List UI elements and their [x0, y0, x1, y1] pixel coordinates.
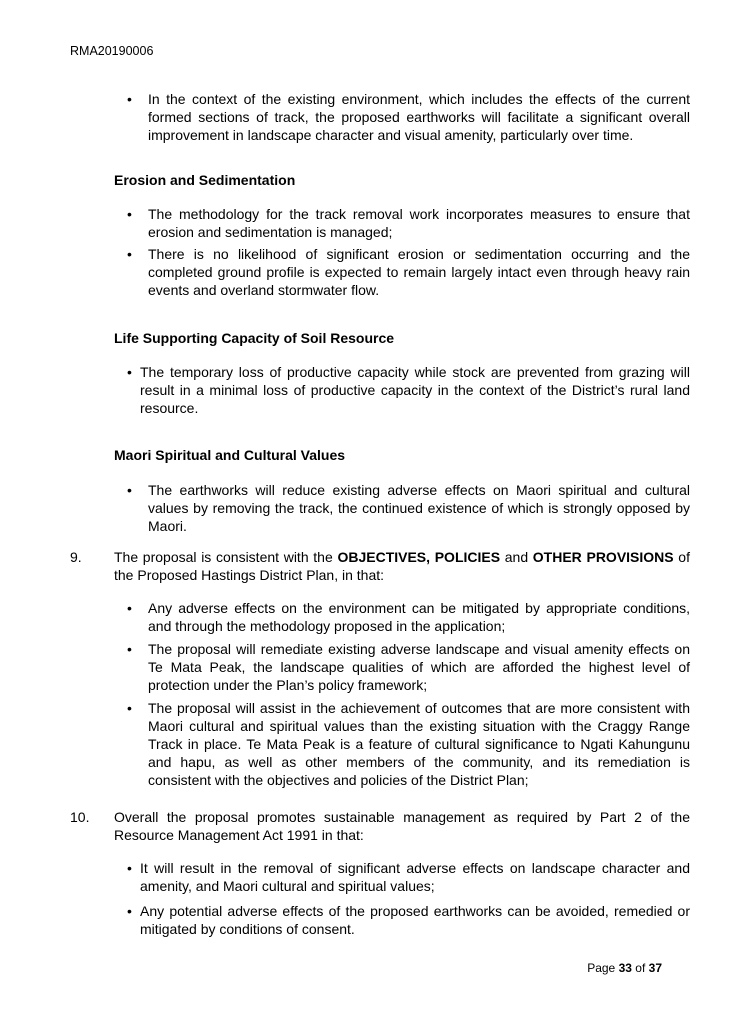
heading-erosion: Erosion and Sedimentation: [114, 172, 296, 188]
item-number-9: 9.: [70, 549, 82, 565]
maori-bullet-1: The earthworks will reduce existing adverse effects on Maori spiritual and cultural values by removing the track, the continued existence of which is strongly opposed by Maori.: [148, 482, 690, 534]
item9-bullet-3: The proposal will assist in the achievement of outcomes that are more consistent with Maori cultural and spiritual values than the existing situation with the Craggy Range Track in place. Te Mata Peak is a feature of cultural significance to Ngati Kahungunu and hapu, as well as other members of the community, and its remediation is consistent with the objectives and policies of the District Plan;: [148, 700, 690, 788]
item-9-text: The proposal is consistent with the OBJECTIVES, POLICIES and OTHER PROVISIONS of the Proposed Hastings District Plan, in that:: [114, 549, 690, 583]
bullet-icon: •: [127, 482, 132, 498]
erosion-bullet-1: The methodology for the track removal work incorporates measures to ensure that erosion and sedimentation is managed;: [148, 206, 690, 240]
item9-bullet-2: The proposal will remediate existing adverse landscape and visual amenity effects on Te Mata Peak, the landscape qualities of which are afforded the highest level of protection under the Plan’s policy framework;: [148, 641, 690, 693]
bullet-icon: •: [127, 641, 132, 657]
heading-soil: Life Supporting Capacity of Soil Resource: [114, 330, 395, 346]
bullet-icon: •: [127, 600, 132, 616]
heading-maori: Maori Spiritual and Cultural Values: [114, 447, 346, 463]
bullet-icon: •: [127, 700, 132, 716]
bullet-icon: •: [127, 91, 132, 107]
item9-bullet-1: Any adverse effects on the environment can be mitigated by appropriate conditions, and through the methodology proposed in the application;: [148, 600, 690, 634]
bullet-icon: •: [127, 860, 132, 876]
item-number-10: 10.: [70, 809, 90, 825]
bullet-icon: •: [127, 206, 132, 222]
bullet-icon: •: [127, 903, 132, 919]
bullet-icon: •: [127, 246, 132, 262]
item10-bullet-1: It will result in the removal of significant adverse effects on landscape character and amenity, and Maori cultural and spiritual values;: [140, 860, 690, 894]
document-reference: RMA20190006: [70, 44, 154, 58]
soil-bullet-1: The temporary loss of productive capacity while stock are prevented from grazing will result in a minimal loss of productive capacity in the context of the District’s rural land resource.: [140, 364, 690, 416]
item10-bullet-2: Any potential adverse effects of the proposed earthworks can be avoided, remedied or mitigated by conditions of consent.: [140, 903, 690, 937]
intro-bullet-text: In the context of the existing environment, which includes the effects of the current formed sections of track, the proposed earthworks will facilitate a significant overall improvement in landscape character and visual amenity, particularly over time.: [148, 91, 690, 143]
erosion-bullet-2: There is no likelihood of significant erosion or sedimentation occurring and the completed ground profile is expected to remain largely intact even through heavy rain events and overland stormwater flow.: [148, 246, 690, 298]
page-number: Page 33 of 37: [587, 961, 662, 975]
bullet-icon: •: [127, 364, 132, 380]
item-10-text: Overall the proposal promotes sustainable management as required by Part 2 of the Resource Management Act 1991 in that:: [114, 809, 690, 843]
